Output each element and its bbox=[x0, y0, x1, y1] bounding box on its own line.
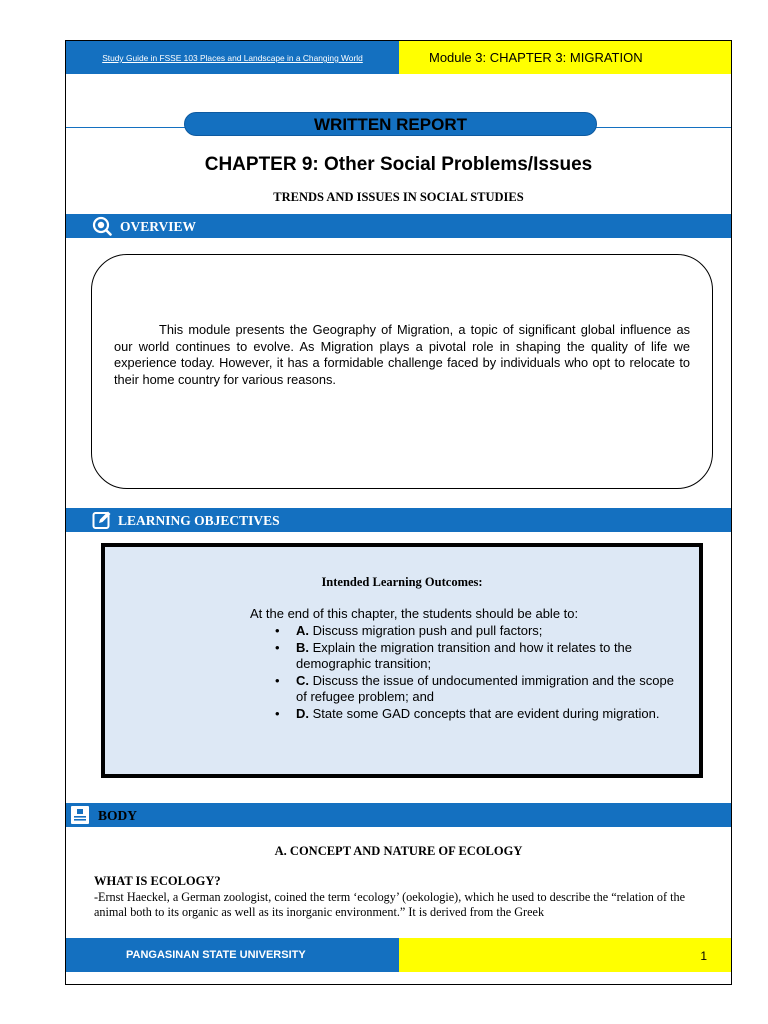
header-right-band bbox=[399, 41, 731, 74]
outcomes-list bbox=[296, 623, 686, 722]
report-label: WRITTEN REPORT bbox=[314, 115, 467, 134]
magnifier-icon bbox=[92, 216, 112, 236]
footer-left-band bbox=[66, 938, 399, 972]
overview-heading: OVERVIEW bbox=[120, 219, 197, 234]
overview-band bbox=[66, 214, 731, 238]
list-item: • A. Discuss migration push and pull factors; bbox=[296, 623, 686, 640]
outcomes-box bbox=[101, 543, 703, 778]
objectives-heading: LEARNING OBJECTIVES bbox=[118, 513, 280, 528]
university-name: PANGASINAN STATE UNIVERSITY bbox=[126, 949, 306, 961]
overview-box bbox=[91, 254, 713, 489]
list-item: • D. State some GAD concepts that are evident during migration. bbox=[296, 706, 686, 723]
list-item: • B. Explain the migration transition and how it relates to the demographic transition; bbox=[296, 640, 686, 673]
chapter-subtitle: TRENDS AND ISSUES IN SOCIAL STUDIES bbox=[273, 190, 524, 204]
study-guide-link[interactable]: Study Guide in FSSE 103 Places and Landscape in a Changing World bbox=[102, 53, 363, 63]
list-item: • C. Discuss the issue of undocumented immigration and the scope of refugee problem; and bbox=[296, 673, 686, 706]
document-icon bbox=[70, 805, 90, 825]
module-label: Module 3: CHAPTER 3: MIGRATION bbox=[429, 50, 643, 65]
question-heading: WHAT IS ECOLOGY? bbox=[94, 874, 221, 888]
footer-right-band bbox=[399, 938, 731, 972]
outcomes-intro: At the end of this chapter, the students should be able to: bbox=[250, 606, 579, 621]
pencil-square-icon bbox=[92, 510, 112, 530]
body-heading: BODY bbox=[98, 808, 138, 823]
body-paragraph: -Ernst Haeckel, a German zoologist, coined the term ‘ecology’ (oekologie), which he used to describe the “relation of the animal both to its organic as well as its inorganic environment.” It is derived from the Greek bbox=[94, 890, 685, 919]
section-title: A. CONCEPT AND NATURE OF ECOLOGY bbox=[274, 844, 523, 858]
header-left-band bbox=[66, 41, 399, 74]
page-number: 1 bbox=[700, 949, 707, 963]
body-band bbox=[66, 803, 731, 827]
overview-text: This module presents the Geography of Migration, a topic of significant global influence as our world continues to evolve. As Migration plays a pivotal role in shaping the quality of life we experience today. However, it has a formidable challenge faced by individuals who opt to relocate to their home country for various reasons. bbox=[114, 322, 690, 387]
outcomes-title: Intended Learning Outcomes: bbox=[321, 575, 483, 589]
report-pill bbox=[184, 112, 597, 136]
objectives-band bbox=[66, 508, 731, 532]
chapter-title: CHAPTER 9: Other Social Problems/Issues bbox=[204, 154, 593, 175]
document-page bbox=[65, 40, 732, 985]
